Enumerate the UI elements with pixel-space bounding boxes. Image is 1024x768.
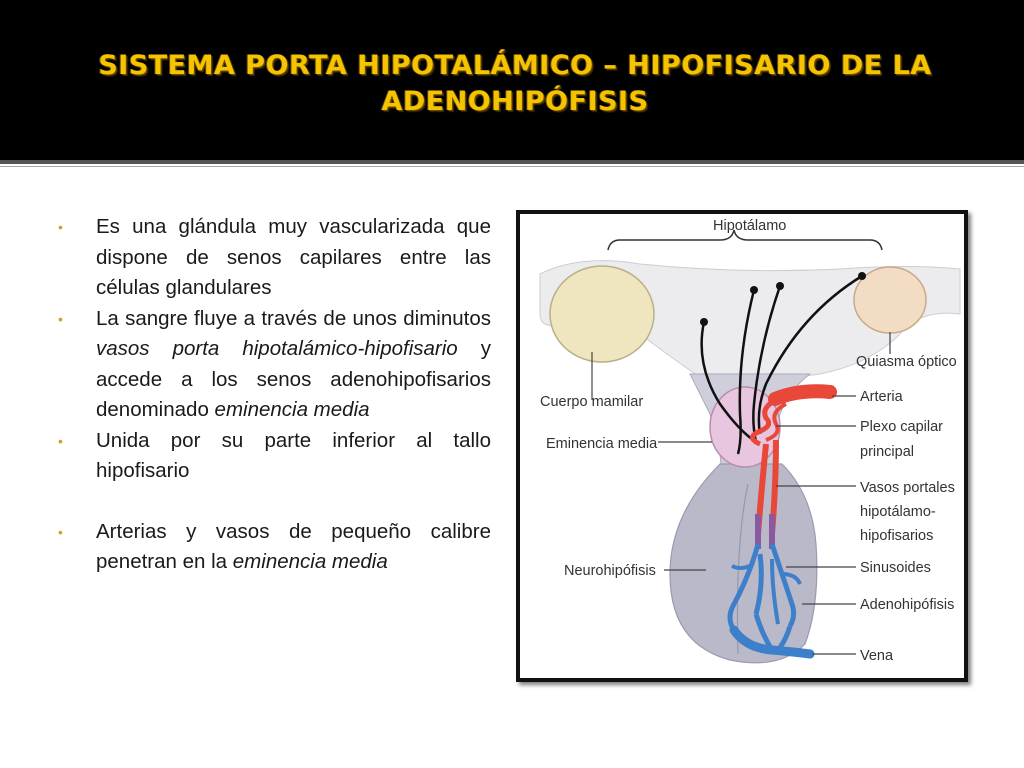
neuron-soma — [700, 318, 708, 326]
label-vena: Vena — [860, 648, 894, 664]
bullet-emphasis: eminencia media — [214, 398, 370, 421]
bullet-emphasis: eminencia media — [232, 550, 388, 573]
bullet-item — [58, 304, 491, 426]
label-vasos-3: hipofisarios — [860, 528, 934, 544]
title-divider-thin — [0, 166, 1024, 167]
bullet-text: La sangre fluye a través de unos diminutos — [96, 306, 491, 330]
bullet-text: Unida por su parte inferior al tallo hipofisario — [96, 428, 491, 482]
slide-title — [60, 48, 970, 120]
bullet-item — [58, 426, 491, 487]
bullet-dot-icon: • — [58, 432, 63, 449]
title-divider — [0, 160, 1024, 164]
neuron-soma — [750, 286, 758, 294]
bullet-item — [58, 212, 491, 304]
label-plexo-2: principal — [860, 444, 914, 460]
slide-title-line-1: SISTEMA PORTA HIPOTALÁMICO – HIPOFISARIO DE LA — [98, 50, 932, 81]
neuron-soma — [858, 272, 866, 280]
bullet-item — [58, 517, 491, 578]
label-adenohipofisis: Adenohipófisis — [860, 597, 955, 613]
label-vasos-1: Vasos portales — [860, 480, 955, 496]
label-hipotalamo: Hipotálamo — [713, 218, 787, 234]
hypophysis-diagram — [520, 214, 964, 678]
bullet-emphasis: vasos porta hipotalámico-hipofisario — [96, 337, 458, 360]
label-quiasma: Quiasma óptico — [856, 354, 957, 370]
anatomy-figure — [516, 210, 968, 682]
bullet-dot-icon: • — [58, 523, 63, 540]
sinusoid — [732, 566, 750, 568]
bullet-list — [58, 212, 491, 578]
neuron-soma — [776, 282, 784, 290]
label-plexo-1: Plexo capilar — [860, 419, 944, 435]
bullet-text: Arterias y vasos de pequeño calibre penetran en la — [96, 519, 491, 573]
mammillary-body — [550, 266, 654, 362]
label-sinusoides: Sinusoides — [860, 560, 931, 576]
pituitary-gland — [670, 464, 817, 663]
label-cuerpo-mamilar: Cuerpo mamilar — [540, 394, 644, 410]
bullet-text: Es una glándula muy vascularizada que dispone de senos capilares entre las células glandulares — [96, 215, 491, 299]
label-neurohipofisis: Neurohipófisis — [564, 563, 656, 579]
bullet-text: y accede a los senos adenohipofisarios denominado — [96, 337, 492, 421]
bullet-dot-icon: • — [58, 219, 63, 235]
slide-title-line-2: ADENOHIPÓFISIS — [381, 86, 649, 117]
bullet-dot-icon: • — [58, 310, 63, 327]
label-vasos-2: hipotálamo- — [860, 504, 936, 520]
artery — [775, 391, 830, 399]
label-eminencia: Eminencia media — [546, 436, 658, 452]
label-arteria: Arteria — [860, 389, 903, 405]
